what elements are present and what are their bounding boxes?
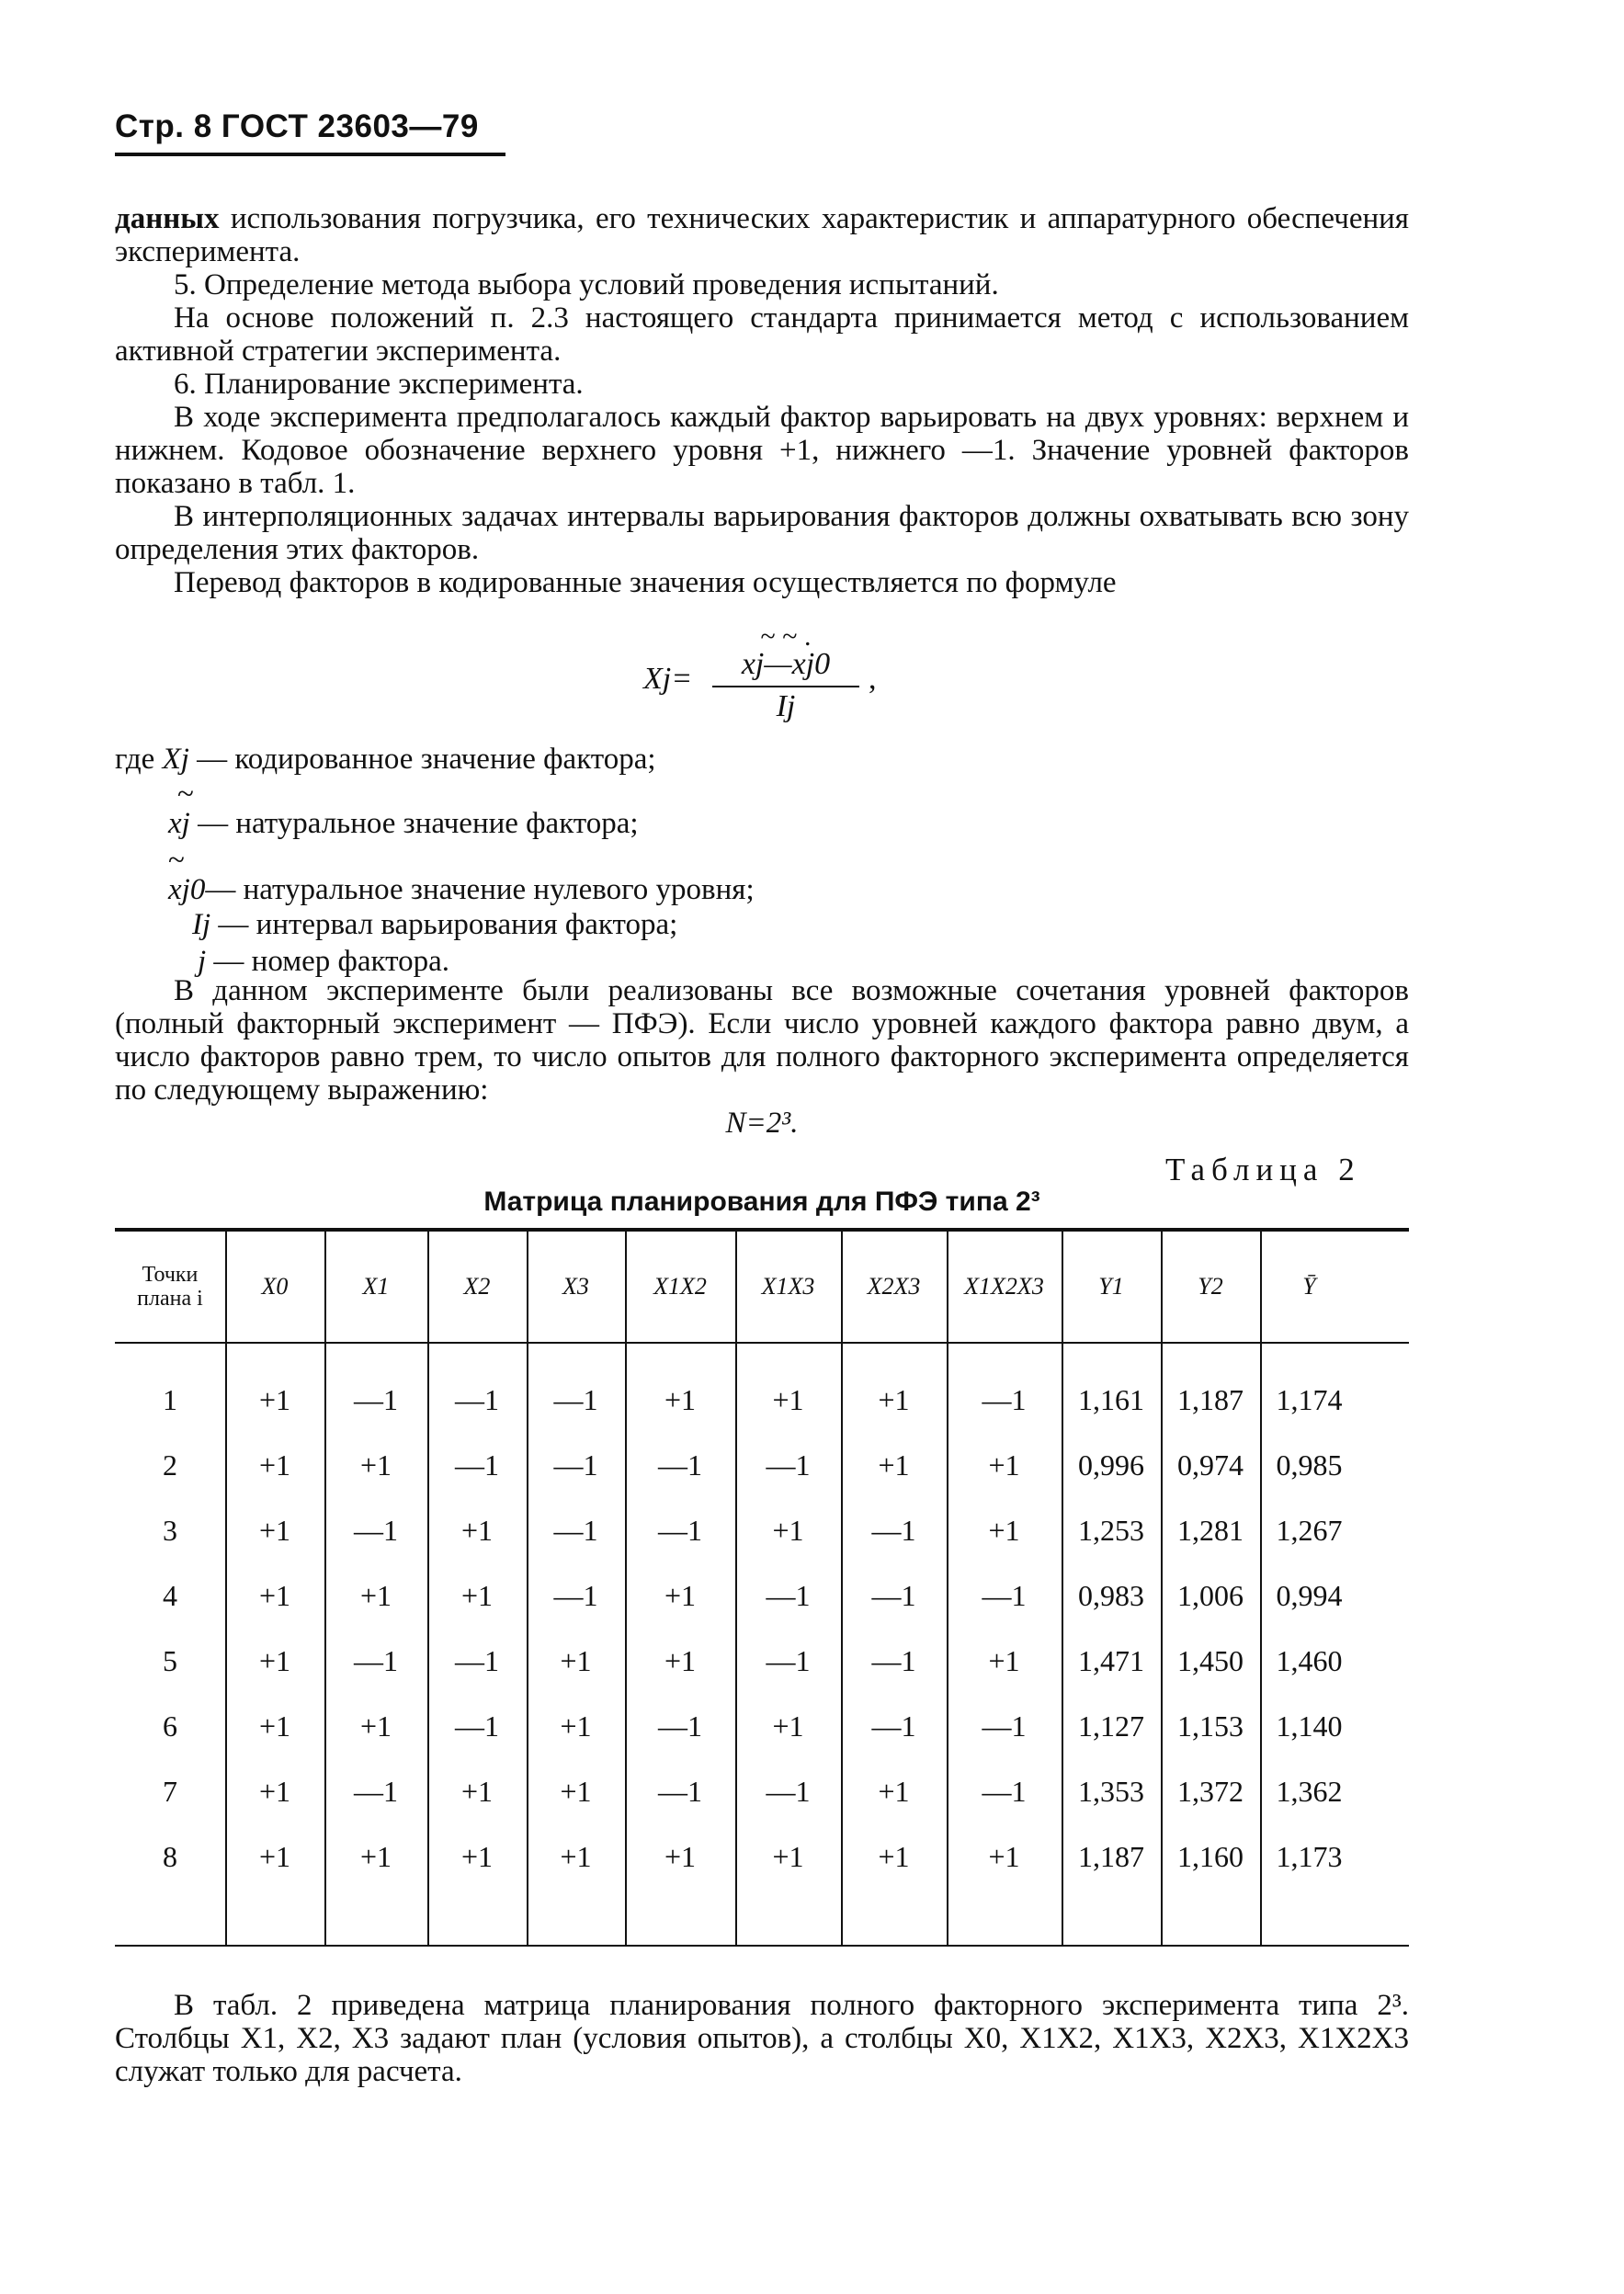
table-cell: 0,994 xyxy=(1276,1578,1343,1612)
table-cell: —1 xyxy=(982,1578,1027,1612)
formula-tildes: ~ ~ . xyxy=(760,621,812,652)
table-cell: —1 xyxy=(658,1448,702,1482)
paragraph-1-lead: данных xyxy=(115,202,220,235)
formula-fraction xyxy=(712,621,859,724)
table-cell: +1 xyxy=(664,1382,697,1416)
table-cell: +1 xyxy=(988,1839,1020,1873)
table-cell: 1,161 xyxy=(1078,1382,1144,1416)
table-cell: 1,267 xyxy=(1276,1513,1343,1547)
where-text: — номер фактора. xyxy=(206,945,449,978)
table-cell: —1 xyxy=(553,1578,598,1612)
table-cell: —1 xyxy=(766,1448,811,1482)
table-cell: —1 xyxy=(766,1774,811,1808)
table-cell: +1 xyxy=(560,1774,592,1808)
paragraph-7: Перевод факторов в кодированные значения осуществляется по формуле xyxy=(174,566,1117,599)
table-cell: +1 xyxy=(258,1448,291,1482)
table-cell: +1 xyxy=(560,1839,592,1873)
page-header: Стр. 8 ГОСТ 23603—79 xyxy=(115,108,479,144)
table-cell: +1 xyxy=(460,1513,494,1547)
table-caption: Таблица 2 xyxy=(1165,1152,1361,1187)
table-cell: 1,173 xyxy=(1276,1839,1343,1873)
table-cell: 0,983 xyxy=(1078,1578,1144,1612)
table-cell: 1,450 xyxy=(1177,1643,1244,1677)
planning-matrix-table xyxy=(115,1228,1409,1947)
formula-lhs: Xj= xyxy=(643,662,693,696)
table-cell: —1 xyxy=(982,1382,1027,1416)
where-item xyxy=(115,908,1409,945)
table-cell: +1 xyxy=(258,1839,291,1873)
where-item xyxy=(115,779,1409,844)
paragraph-2: 5. Определение метода выбора условий проведения испытаний. xyxy=(174,268,999,301)
formula-comma: , xyxy=(869,662,877,696)
where-item xyxy=(115,743,1409,779)
table-cell: —1 xyxy=(982,1709,1027,1743)
table-cell: +1 xyxy=(664,1578,697,1612)
table-header-cell: X3 xyxy=(562,1273,589,1300)
table-cell: —1 xyxy=(354,1774,398,1808)
intro-text xyxy=(115,202,1409,599)
table-cell: —1 xyxy=(658,1774,702,1808)
table-cell: —1 xyxy=(455,1448,499,1482)
table-cell: +1 xyxy=(988,1448,1020,1482)
table-cell: +1 xyxy=(359,1578,392,1612)
table-cell: 7 xyxy=(163,1774,177,1808)
table-cell: 1,140 xyxy=(1276,1709,1343,1743)
table-cell: —1 xyxy=(455,1382,499,1416)
table-cell: +1 xyxy=(988,1643,1020,1677)
table-cell: +1 xyxy=(460,1774,494,1808)
where-tilde: ~ xyxy=(177,778,194,811)
table-cell: 0,985 xyxy=(1276,1448,1343,1482)
table-cell: +1 xyxy=(772,1513,804,1547)
table-cell: +1 xyxy=(560,1709,592,1743)
table-cell: 3 xyxy=(163,1513,177,1547)
where-text: — натуральное значение нулевого уровня; xyxy=(205,873,755,906)
paragraph-8: В данном эксперименте были реализованы все возможные сочетания уровней факторов (полный факторный эксперимент — ПФЭ). Если число уровней каждого фактора равно двум, а число факторов равно трем, то число опытов для полного факторного эксперимента определяется по следующему выражению: xyxy=(115,974,1409,1107)
table-cell: +1 xyxy=(772,1382,804,1416)
where-symbol: j xyxy=(198,945,207,978)
table-cell: —1 xyxy=(766,1643,811,1677)
table-cell: 1,471 xyxy=(1078,1643,1144,1677)
table-cell: +1 xyxy=(772,1839,804,1873)
table-cell: +1 xyxy=(560,1643,592,1677)
table-cell: +1 xyxy=(258,1643,291,1677)
table-header-cell: X1 xyxy=(362,1273,390,1300)
table-cell: 0,974 xyxy=(1177,1448,1244,1482)
where-symbol: xj0 xyxy=(168,873,206,906)
table-header-cell: X1X2 xyxy=(653,1273,707,1300)
table-cell: —1 xyxy=(455,1643,499,1677)
paragraph-1 xyxy=(115,202,1409,268)
where-symbol: xj xyxy=(168,807,190,840)
formula-denominator: Ij xyxy=(776,689,796,723)
sample-size-expression: N=2³. xyxy=(725,1107,799,1140)
table-cell: —1 xyxy=(766,1578,811,1612)
paragraph-1-body: использования погрузчика, его технических характеристик и аппаратурного обеспечения эксперимента. xyxy=(115,202,1409,268)
table-cell: —1 xyxy=(354,1513,398,1547)
table-cell: +1 xyxy=(258,1578,291,1612)
where-text: — натуральное значение фактора; xyxy=(189,807,639,840)
table-cell: —1 xyxy=(871,1643,916,1677)
table-cell: +1 xyxy=(258,1382,291,1416)
table-cell: 1,253 xyxy=(1078,1513,1144,1547)
where-prefix: где xyxy=(115,743,163,776)
table-cell: 1,460 xyxy=(1276,1643,1343,1677)
coding-formula xyxy=(643,621,919,735)
table-header-rule xyxy=(115,1342,1409,1344)
table-cell: —1 xyxy=(871,1578,916,1612)
table-cell: 1,160 xyxy=(1177,1839,1244,1873)
table-cell: 4 xyxy=(163,1578,177,1612)
where-symbol: Ij xyxy=(192,908,211,941)
table-cell: +1 xyxy=(772,1709,804,1743)
paragraph-6: В интерполяционных задачах интервалы варьирования факторов должны охватывать всю зону определения этих факторов. xyxy=(115,500,1409,566)
where-tilde: ~ xyxy=(168,844,185,877)
where-list xyxy=(115,743,1409,982)
closing-paragraph xyxy=(115,1989,1409,2088)
table-cell: 8 xyxy=(163,1839,177,1873)
table-cell: 1,281 xyxy=(1177,1513,1244,1547)
table-cell: +1 xyxy=(359,1709,392,1743)
table-cell: 1,187 xyxy=(1078,1839,1144,1873)
paragraph-4: 6. Планирование эксперимента. xyxy=(174,368,584,401)
table-cell: 1 xyxy=(163,1382,177,1416)
table-cell: +1 xyxy=(878,1774,910,1808)
table-cell: 2 xyxy=(163,1448,177,1482)
table-header-cell: X1X3 xyxy=(761,1273,815,1300)
table-cell: +1 xyxy=(878,1448,910,1482)
table-cell: +1 xyxy=(359,1839,392,1873)
table-header-cell: Y1 xyxy=(1098,1273,1124,1300)
table-title: Матрица планирования для ПФЭ типа 2³ xyxy=(483,1187,1040,1217)
table-cell: —1 xyxy=(871,1513,916,1547)
table-cell: 1,174 xyxy=(1276,1382,1343,1416)
header-rule xyxy=(115,153,505,156)
table-cell: +1 xyxy=(359,1448,392,1482)
table-cell: —1 xyxy=(553,1382,598,1416)
table-header-cell: X0 xyxy=(261,1273,289,1300)
table-cell: +1 xyxy=(878,1382,910,1416)
table-cell: 5 xyxy=(163,1643,177,1677)
table-cell: +1 xyxy=(664,1839,697,1873)
table-cell: —1 xyxy=(553,1513,598,1547)
table-cell: 1,153 xyxy=(1177,1709,1244,1743)
paragraph-5: В ходе эксперимента предполагалось каждый фактор варьировать на двух уровнях: верхнем и нижнем. Кодовое обозначение верхнего уровня +1, нижнего —1. Значение уровней факторов показано в табл. 1. xyxy=(115,401,1409,500)
table-cell: +1 xyxy=(258,1774,291,1808)
table-cell: —1 xyxy=(982,1774,1027,1808)
table-cell: +1 xyxy=(258,1513,291,1547)
table-header-cell: X2X3 xyxy=(867,1273,921,1300)
experiment-text xyxy=(115,974,1409,1140)
table-cell: 1,187 xyxy=(1177,1382,1244,1416)
table-cell: 1,362 xyxy=(1276,1774,1343,1808)
table-cell: +1 xyxy=(460,1578,494,1612)
where-text: — интервал варьирования фактора; xyxy=(210,908,678,941)
paragraph-3: На основе положений п. 2.3 настоящего стандарта принимается метод с использованием активной стратегии эксперимента. xyxy=(115,301,1409,368)
table-cell: 1,372 xyxy=(1177,1774,1244,1808)
where-symbol: Xj xyxy=(162,743,189,776)
table-cell: +1 xyxy=(258,1709,291,1743)
table-cell: 1,006 xyxy=(1177,1578,1244,1612)
table-cell: +1 xyxy=(878,1839,910,1873)
paragraph-9: В табл. 2 приведена матрица планирования полного факторного эксперимента типа 2³. Столбцы X1, X2, X3 задают план (условия опытов), а столбцы X0, X1X2, X1X3, X2X3, X1X2X3 служат только для расчета. xyxy=(115,1989,1409,2088)
table-cell: +1 xyxy=(664,1643,697,1677)
where-text: — кодированное значение фактора; xyxy=(188,743,656,776)
where-item xyxy=(115,844,1409,908)
formula-numerator: xj—xj0 xyxy=(741,647,831,681)
table-header-cell: Точки плана i xyxy=(137,1263,203,1311)
table-cell: —1 xyxy=(658,1513,702,1547)
table-cell: +1 xyxy=(988,1513,1020,1547)
table-cell: —1 xyxy=(553,1448,598,1482)
table-cell: —1 xyxy=(354,1382,398,1416)
table-cell: —1 xyxy=(354,1643,398,1677)
table-cell: +1 xyxy=(460,1839,494,1873)
table-header-cell: Y2 xyxy=(1198,1273,1223,1300)
table-cell: —1 xyxy=(871,1709,916,1743)
table-cell: 1,127 xyxy=(1078,1709,1144,1743)
table-cell: 6 xyxy=(163,1709,177,1743)
table-header-cell: X1X2X3 xyxy=(964,1273,1044,1300)
table-cell: 1,353 xyxy=(1078,1774,1144,1808)
table-cell: —1 xyxy=(455,1709,499,1743)
table-cell: —1 xyxy=(658,1709,702,1743)
table-cell: 0,996 xyxy=(1078,1448,1144,1482)
table-header-cell: X2 xyxy=(463,1273,491,1300)
table-header-cell: Ȳ xyxy=(1302,1273,1316,1300)
